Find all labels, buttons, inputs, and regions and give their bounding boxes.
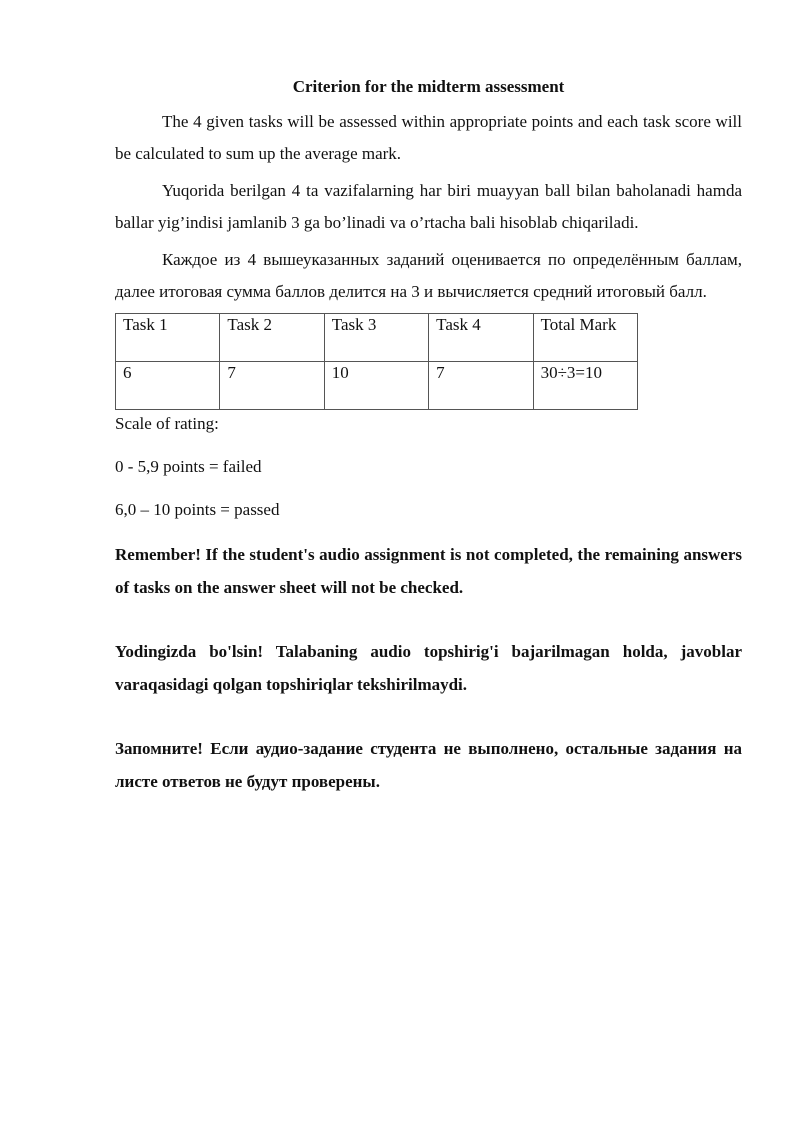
table-header-row bbox=[116, 314, 638, 362]
table-header-cell: Task 2 bbox=[220, 314, 324, 362]
table-cell: 30÷3=10 bbox=[533, 362, 637, 410]
table-header-cell: Total Mark bbox=[533, 314, 637, 362]
paragraph-uzbek: Yuqorida berilgan 4 ta vazifalarning har biri muayyan ball bilan baholanadi hamda ballar yig’indisi jamlanib 3 ga bo’linadi va o’rtacha bali hisoblab chiqariladi. bbox=[115, 181, 742, 232]
scale-failed: 0 - 5,9 points = failed bbox=[115, 457, 262, 476]
scale-heading: Scale of rating: bbox=[115, 414, 219, 433]
table-cell: 6 bbox=[116, 362, 220, 410]
marks-table bbox=[115, 313, 638, 410]
table-row bbox=[116, 362, 638, 410]
table-header-cell: Task 4 bbox=[429, 314, 533, 362]
paragraph-english: The 4 given tasks will be assessed within appropriate points and each task score will be calculated to sum up the average mark. bbox=[115, 112, 742, 163]
paragraph-russian: Каждое из 4 вышеуказанных заданий оценивается по определённым баллам, далее итоговая сумма баллов делится на 3 и вычисляется средний итоговый балл. bbox=[115, 250, 742, 301]
table-cell: 10 bbox=[324, 362, 428, 410]
document-page bbox=[115, 74, 742, 798]
scale-passed: 6,0 – 10 points = passed bbox=[115, 500, 280, 519]
notice-russian: Запомните! Если аудио-задание студента не выполнено, остальные задания на листе ответов не будут проверены. bbox=[115, 739, 742, 791]
table-header-cell: Task 3 bbox=[324, 314, 428, 362]
table-header-cell: Task 1 bbox=[116, 314, 220, 362]
table-cell: 7 bbox=[429, 362, 533, 410]
document-title: Criterion for the midterm assessment bbox=[292, 77, 565, 96]
notice-english: Remember! If the student's audio assignment is not completed, the remaining answers of tasks on the answer sheet will not be checked. bbox=[115, 545, 742, 597]
notice-uzbek: Yodingizda bo'lsin! Talabaning audio topshirig'i bajarilmagan holda, javoblar varaqasidagi qolgan topshiriqlar tekshirilmaydi. bbox=[115, 642, 742, 694]
table-cell: 7 bbox=[220, 362, 324, 410]
